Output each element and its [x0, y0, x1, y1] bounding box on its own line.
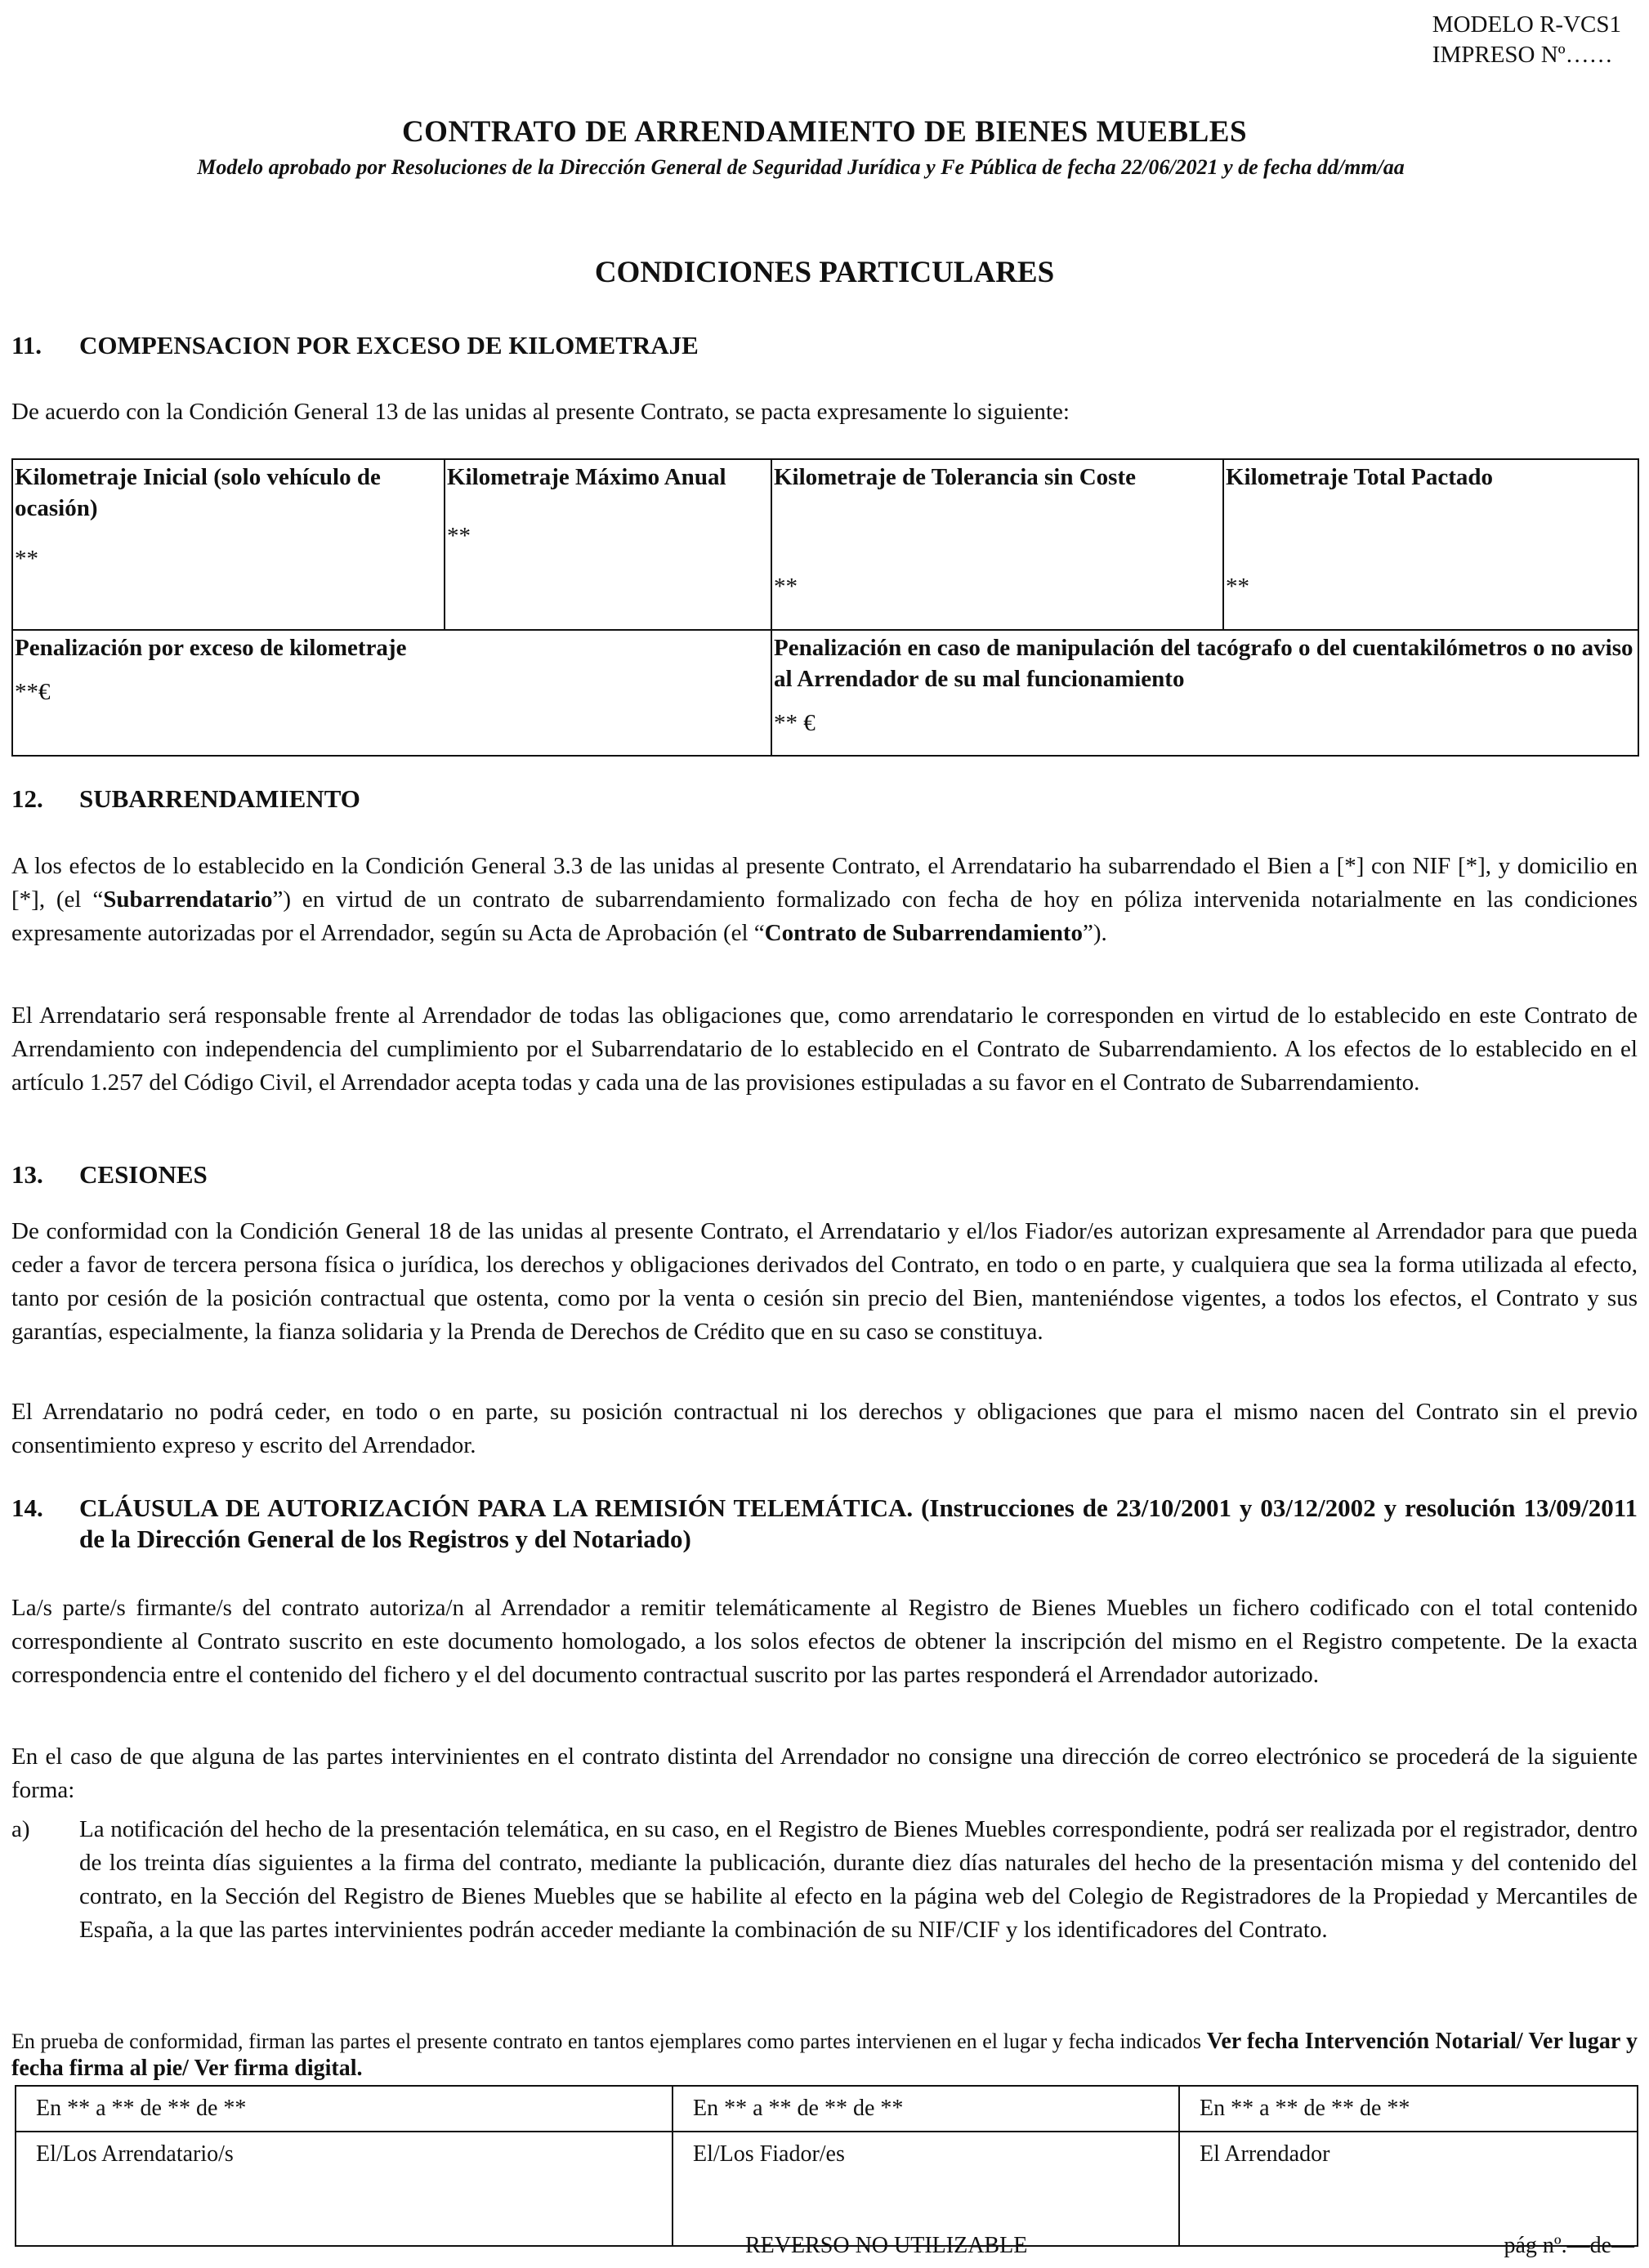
conditions-heading: CONDICIONES PARTICULARES [594, 256, 1055, 289]
list-marker: a) [11, 1816, 30, 1842]
section-12-paragraph-2: El Arrendatario será responsable frente al Arrendador de todas las obligaciones que, como arrendatario le corresponden en virtud de lo establecido en este Contrato de Arrendamiento con independencia del cumplimiento por el Subarrendatario de lo establecido en el Contrato de Subarrendamiento. A los efectos de lo establecido en el artículo 1.257 del Código Civil, el Arrendador acepta todas y cada una de las provisiones estipuladas a su favor en el Contrato de Subarrendamiento. [11, 1002, 1638, 1096]
closing-bold-text: Ver fecha Intervención Notarial/ Ver lugar y fecha firma al pie/ Ver firma digital. [11, 2029, 1638, 2081]
section-number: 11. [11, 331, 42, 359]
section-13-paragraph-1: De conformidad con la Condición General 18 de las unidas al presente Contrato, el Arrendatario y el/los Fiador/es autorizan expresamente al Arrendador para que pueda ceder a favor de tercera persona física o jurídica, los derechos y obligaciones derivados del Contrato, en todo o en parte, y cualquiera que sea la forma utilizada al efecto, tanto por cesión de la posición contractual que ostenta, como por la venta o cesión sin precio del Bien, manteniéndose vigentes, a todos los efectos, el Contrato y sus garantías, especialmente, la fianza solidaria y la Prenda de Derechos de Crédito que en su caso se constituya. [11, 1218, 1638, 1345]
section-title: CESIONES [79, 1160, 208, 1189]
initial-mileage-value: ** [15, 546, 38, 572]
section-14-heading [11, 1493, 1638, 1555]
section-title: CLÁUSULA DE AUTORIZACIÓN PARA LA REMISIÓN TELEMÁTICA. (Instrucciones de 23/10/2001 y 03/12/2002 y resolución 13/09/2011 de la Dirección General de los Registros y del Notariado) [79, 1493, 1638, 1553]
section-12-heading [11, 784, 1638, 814]
section-12-paragraph-1 [11, 850, 1638, 950]
place-date-lessee: En ** a ** de ** de ** [16, 2086, 673, 2132]
initial-mileage-label: Kilometraje Inicial (solo vehículo de ocasión) [15, 464, 381, 521]
total-mileage-cell [1223, 459, 1638, 630]
section-number: 13. [11, 1160, 43, 1189]
section-title: COMPENSACION POR EXCESO DE KILOMETRAJE [79, 331, 699, 359]
section-14-paragraph-1: La/s parte/s firmante/s del contrato autoriza/n al Arrendador a remitir telemáticamente al Registro de Bienes Muebles un fichero codificado con el total contenido correspondiente al Contrato suscrito en este documento homologado, a los solos efectos de obtener la inscripción del mismo en el Registro competente. De la exacta correspondencia entre el contenido del fichero y el del documento contractual suscrito por las partes responderá el Arrendador autorizado. [11, 1595, 1638, 1688]
page-number: pág nº.—de— [1504, 2233, 1634, 2258]
mileage-table [11, 458, 1639, 757]
signature-table [15, 2085, 1638, 2247]
document-subtitle: Modelo aprobado por Resoluciones de la Dirección General de Seguridad Jurídica y Fe Pública de fecha 22/06/2021 y de fecha dd/mm/aa [197, 155, 1405, 179]
closing-statement [11, 2028, 1638, 2082]
excess-penalty-label: Penalización por exceso de kilometraje [15, 635, 407, 661]
max-mileage-value: ** [447, 523, 471, 549]
section-13-heading [11, 1160, 1638, 1190]
signature-guarantor: El/Los Fiador/es [673, 2132, 1179, 2246]
signature-lessor: El Arrendador [1179, 2132, 1638, 2246]
tolerance-mileage-cell [771, 459, 1223, 630]
excess-penalty-value: **€ [15, 679, 51, 705]
tolerance-mileage-label: Kilometraje de Tolerancia sin Coste [774, 464, 1137, 490]
max-mileage-cell [445, 459, 771, 630]
section-11-intro: De acuerdo con la Condición General 13 de las unidas al presente Contrato, se pacta expresamente lo siguiente: [11, 399, 1070, 425]
excess-penalty-cell [12, 630, 771, 756]
document-title: CONTRATO DE ARRENDAMIENTO DE BIENES MUEBLES [401, 115, 1248, 149]
text-run: ”). [1083, 920, 1107, 946]
tolerance-mileage-value: ** [774, 574, 798, 600]
max-mileage-label: Kilometraje Máximo Anual [447, 464, 726, 490]
text-run: ”) en virtud de un contrato de subarrendamiento formalizado con fecha de hoy en póliza intervenida notarialmente en las condiciones expresamente autorizadas por el Arrendador, según su Acta de Aprobación (el “ [11, 886, 1638, 946]
section-11-heading [11, 331, 1638, 360]
impreso-number: IMPRESO Nº…… [1432, 42, 1613, 68]
tamper-penalty-cell [771, 630, 1638, 756]
section-number: 14. [11, 1493, 43, 1522]
total-mileage-value: ** [1226, 574, 1249, 600]
section-number: 12. [11, 784, 43, 813]
tamper-penalty-value: ** € [774, 710, 816, 736]
section-title: SUBARRENDAMIENTO [79, 784, 360, 813]
section-14-paragraph-2: En el caso de que alguna de las partes intervinientes en el contrato distinta del Arrendador no consigne una dirección de correo electrónico se procederá de la siguiente forma: [11, 1743, 1638, 1803]
term-contrato-subarrendamiento: Contrato de Subarrendamiento [764, 920, 1084, 946]
place-date-guarantor: En ** a ** de ** de ** [673, 2086, 1179, 2132]
section-13-paragraph-2: El Arrendatario no podrá ceder, en todo o en parte, su posición contractual ni los derechos y obligaciones que para el mismo nacen del Contrato sin el previo consentimiento expreso y escrito del Arrendador. [11, 1399, 1638, 1458]
tamper-penalty-label: Penalización en caso de manipulación del tacógrafo o del cuentakilómetros o no aviso al Arrendador de su mal funcionamiento [774, 635, 1633, 692]
term-subarrendatario: Subarrendatario [103, 886, 273, 913]
total-mileage-label: Kilometraje Total Pactado [1226, 464, 1494, 490]
initial-mileage-cell [12, 459, 445, 630]
list-item-text: La notificación del hecho de la presentación telemática, en su caso, en el Registro de Bienes Muebles correspondiente, podrá ser realizada por el registrador, dentro de los treinta días siguientes a la firma del contrato, mediante la publicación, durante diez días naturales del hecho de la presentación misma y del contenido del contrato, en la Sección del Registro de Bienes Muebles que se habilite al efecto en la página web del Colegio de Registradores de la Propiedad y Mercantiles de España, a la que las partes intervinientes podrán acceder mediante la combinación de su NIF/CIF y los identificadores del Contrato. [79, 1816, 1638, 1943]
reverse-notice: REVERSO NO UTILIZABLE [745, 2233, 1028, 2258]
place-date-lessor: En ** a ** de ** de ** [1179, 2086, 1638, 2132]
model-reference [1432, 10, 1621, 70]
text-run: A los efectos de lo establecido en la Condición General 3.3 de las unidas al presente Contrato, el Arrendatario ha subarrendado el Bien a [*] con NIF [*], y domicilio en [*], (el “ [11, 853, 1638, 913]
signature-lessee: El/Los Arrendatario/s [16, 2132, 673, 2246]
closing-text: En prueba de conformidad, firman las partes el presente contrato en tantos ejemplares como partes intervienen en el lugar y fecha indicados [11, 2029, 1207, 2053]
section-14-item-a [11, 1813, 1638, 1947]
model-code: MODELO R-VCS1 [1432, 11, 1621, 38]
